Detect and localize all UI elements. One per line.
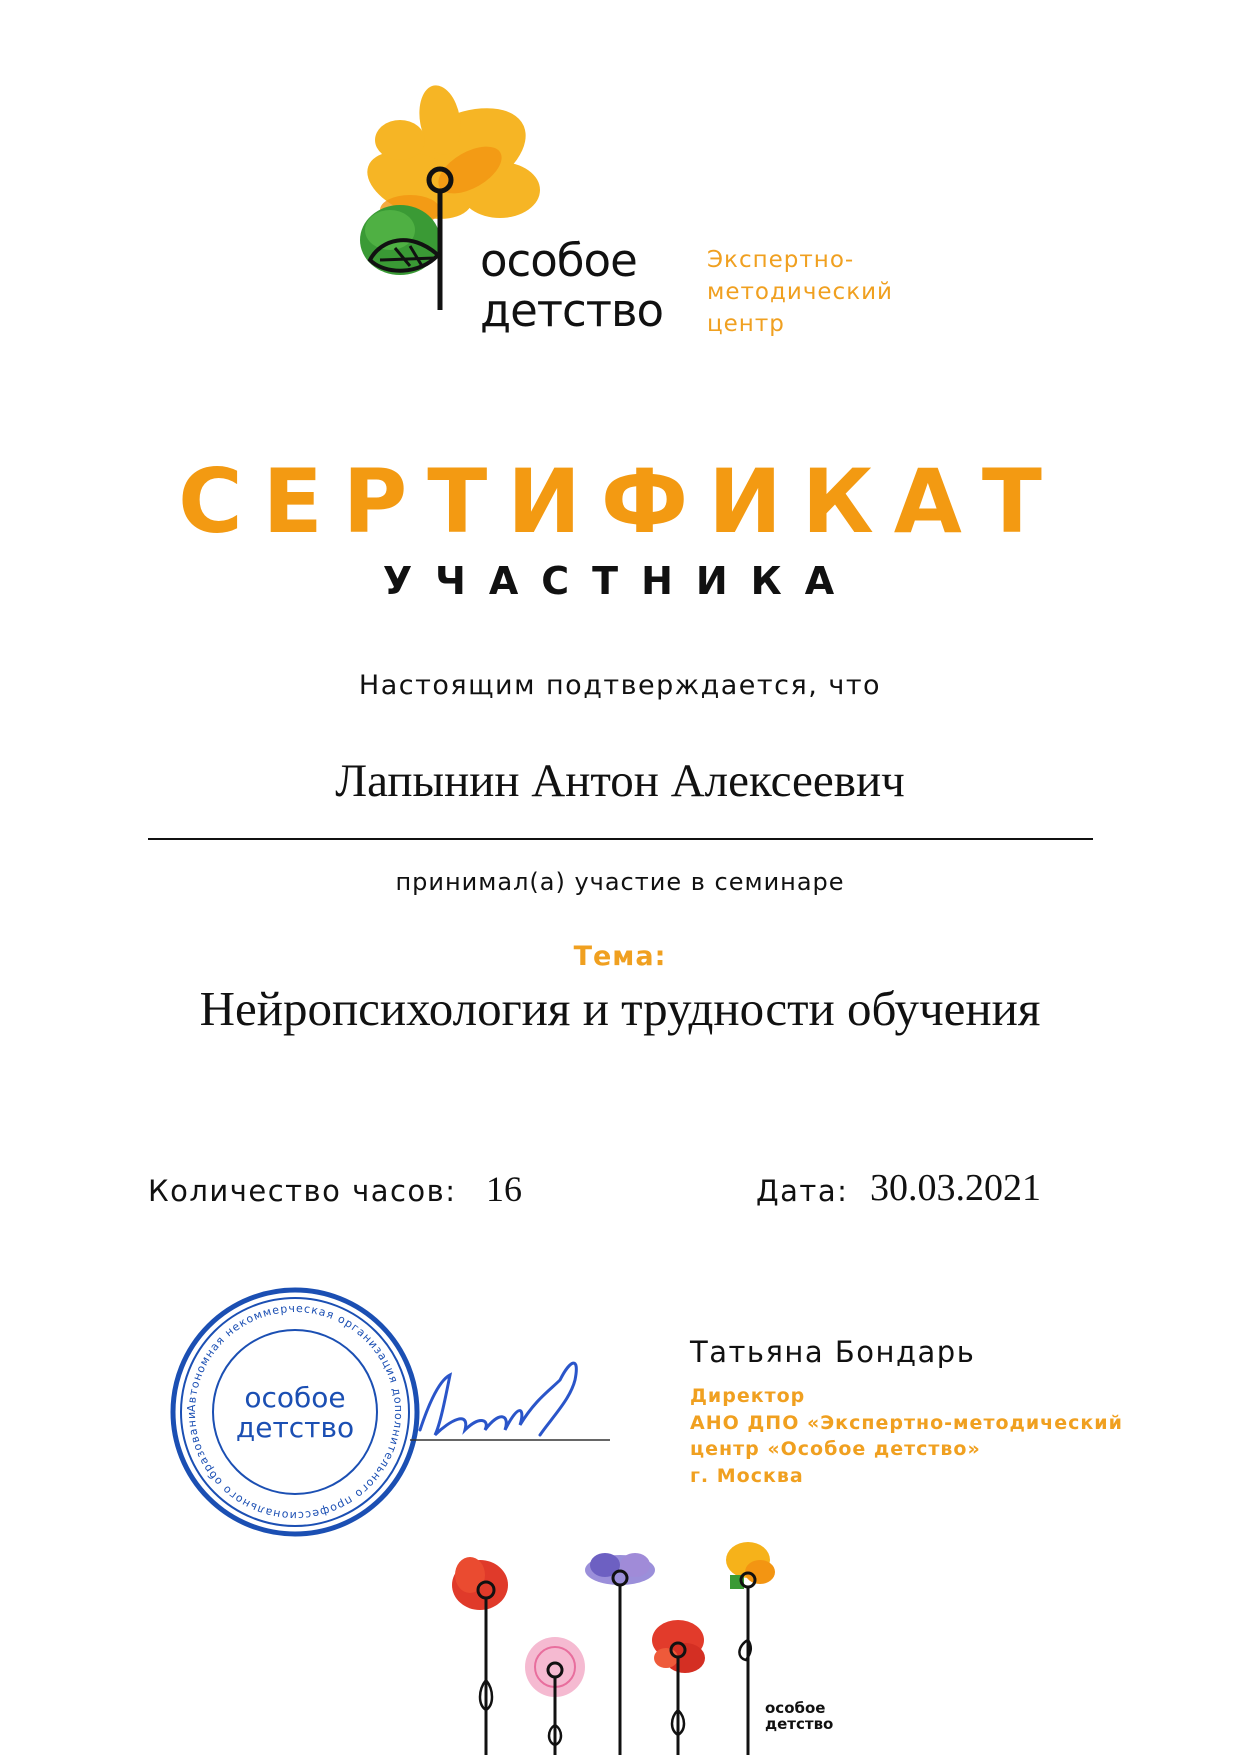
logo-subtitle [707, 244, 893, 340]
signatory-name: Татьяна Бондарь [690, 1335, 976, 1369]
certificate-title: СЕРТИФИКАТ [178, 450, 1062, 553]
stamp-seal-icon [165, 1282, 425, 1542]
logo-line-1: особое [480, 234, 637, 287]
stamp-ring-text: Автономная некоммерческая организация дополнительного профессионального образовани [184, 1301, 406, 1523]
footer-logo-line-2: детство [765, 1715, 834, 1733]
footer-logo [765, 1700, 833, 1732]
logo-subtitle-line-1: Экспертно- [707, 247, 855, 273]
hours-label: Количество часов: [148, 1174, 457, 1208]
logo-subtitle-line-3: центр [707, 311, 785, 337]
handwritten-signature-icon [410, 1340, 610, 1460]
stamp-center-line-1: особое [244, 1381, 346, 1414]
footer-logo-line-1: особое [765, 1699, 826, 1717]
signatory-position [690, 1383, 1123, 1489]
position-line-1: Директор [690, 1385, 806, 1407]
topic-label: Тема: [573, 941, 667, 972]
date-label: Дата: [756, 1174, 849, 1208]
stamp-center-line-2: детство [235, 1411, 355, 1444]
position-line-2: АНО ДПО «Экспертно-методический [690, 1411, 1123, 1434]
name-underline [148, 838, 1093, 840]
signature [410, 1340, 610, 1460]
topic-title: Нейропсихология и трудности обучения [199, 981, 1041, 1036]
participation-text: принимал(а) участие в семинаре [395, 868, 845, 896]
participant-name: Лапынин Антон Алексеевич [335, 755, 905, 807]
logo-subtitle-line-2: методический [707, 279, 893, 305]
logo-line-2: детство [480, 284, 664, 337]
official-stamp [165, 1282, 425, 1542]
hours-value: 16 [486, 1169, 522, 1209]
position-line-3: центр «Особое детство» [690, 1438, 981, 1460]
date-value: 30.03.2021 [870, 1167, 1041, 1209]
logo-wordmark [480, 236, 663, 336]
position-line-4: г. Москва [690, 1464, 804, 1487]
certificate-subtitle: УЧАСТНИКА [382, 559, 858, 603]
confirm-text: Настоящим подтверждается, что [358, 670, 882, 701]
